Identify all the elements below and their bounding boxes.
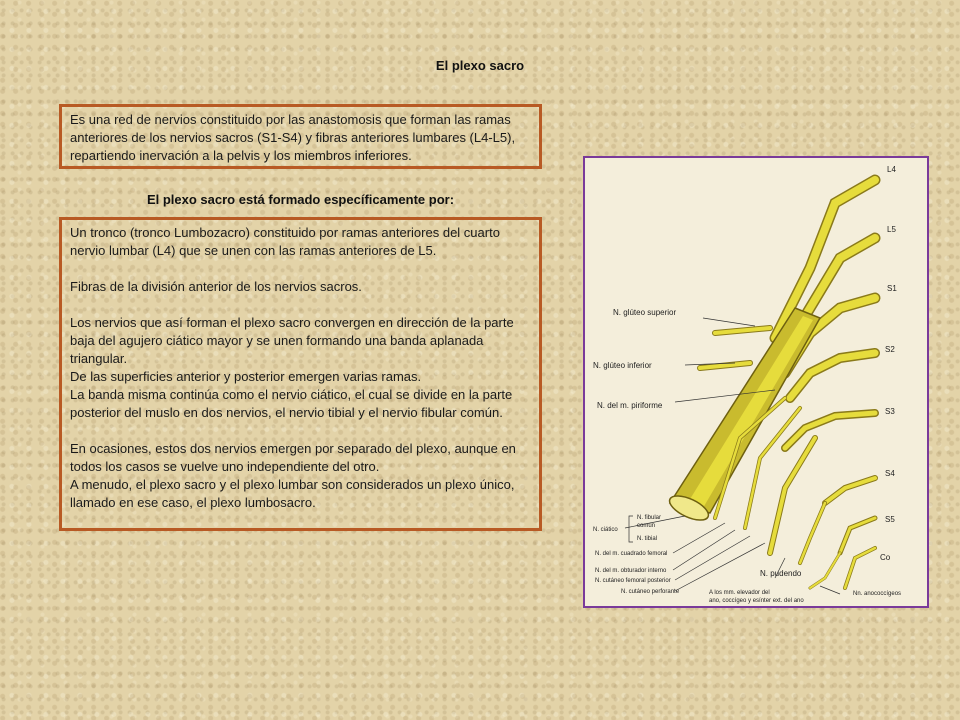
sciatic-trunk-highlight (687, 316, 813, 508)
label-fibular: N. fibular (637, 515, 662, 521)
root-labels (880, 165, 897, 562)
label-anococcigeos: Nn. anococcígeos (853, 591, 902, 597)
paragraph-lumbosacro: A menudo, el plexo sacro y el plexo lumbar son considerados un plexo único, llamado en ese caso, el plexo lumbosacro. (70, 477, 515, 510)
paragraph-tronco: Un tronco (tronco Lumbozacro) constituido por ramas anteriores del cuarto nervio lumbar (L4) que se unen con las ramas anteriores de L5. (70, 225, 500, 258)
paragraph-fibras: Fibras de la división anterior de los nervios sacros. (70, 279, 362, 294)
intro-box (59, 104, 542, 169)
label-gluteo-superior: N. glúteo superior (613, 308, 677, 317)
label-comun: común (637, 523, 656, 529)
root-co: Co (880, 553, 891, 562)
label-elevador-2: ano, coccígeo y esínter ext. del ano (709, 598, 804, 604)
root-s5: S5 (885, 515, 895, 524)
root-l5: L5 (887, 225, 896, 234)
label-tibial: N. tibial (637, 536, 658, 542)
label-ciatico: N. ciático (593, 527, 618, 533)
paragraph-convergen: Los nervios que así forman el plexo sacro convergen en dirección de la parte baja del agujero ciático mayor y se unen formando una banda aplanada triangular. (70, 315, 514, 366)
paragraph-ocasiones: En ocasiones, estos dos nervios emergen por separado del plexo, aunque en todos los casos se vuelve uno independiente del otro. (70, 441, 516, 474)
label-cutaneo-posterior: N. cutáneo femoral posterior (595, 578, 671, 584)
composition-box (59, 217, 542, 531)
label-elevador-1: A los mm. elevador del (709, 590, 770, 596)
ciatico-brace (629, 516, 633, 542)
root-s1: S1 (887, 284, 897, 293)
intro-text: Es una red de nervios constituido por las anastomosis que forman las ramas anteriores de los nervios sacros (S1-S4) y fibras anteriores lumbares (L4-L5), repartiendo inervación a la pelvis y los miembros inferiores. (70, 112, 516, 163)
root-s4: S4 (885, 469, 895, 478)
paragraph-ciatico: La banda misma continúa como el nervio ciático, el cual se divide en la parte posterior del muslo en dos nervios, el nervio tibial y el nervio fibular común. (70, 387, 513, 420)
plexus-diagram (585, 158, 929, 608)
label-pudendo: N. pudendo (760, 569, 802, 578)
page-title: El plexo sacro (435, 58, 525, 73)
section-subtitle: El plexo sacro está formado específicamente por: (146, 192, 455, 207)
label-cutaneo-perforante: N. cutáneo perforante (621, 589, 680, 595)
paragraph-superficies: De las superficies anterior y posterior emergen varias ramas. (70, 369, 422, 384)
nerve-roots (775, 180, 875, 588)
label-gluteo-inferior: N. glúteo inferior (593, 361, 652, 370)
root-s2: S2 (885, 345, 895, 354)
nerve-labels (593, 308, 676, 410)
root-l4: L4 (887, 165, 896, 174)
label-cuadrado: N. del m. cuadrado femoral (595, 551, 668, 557)
sacral-plexus-figure (583, 156, 929, 608)
label-piriforme: N. del m. piriforme (597, 401, 663, 410)
root-s3: S3 (885, 407, 895, 416)
label-obturador: N. del m. obturador interno (595, 568, 667, 574)
